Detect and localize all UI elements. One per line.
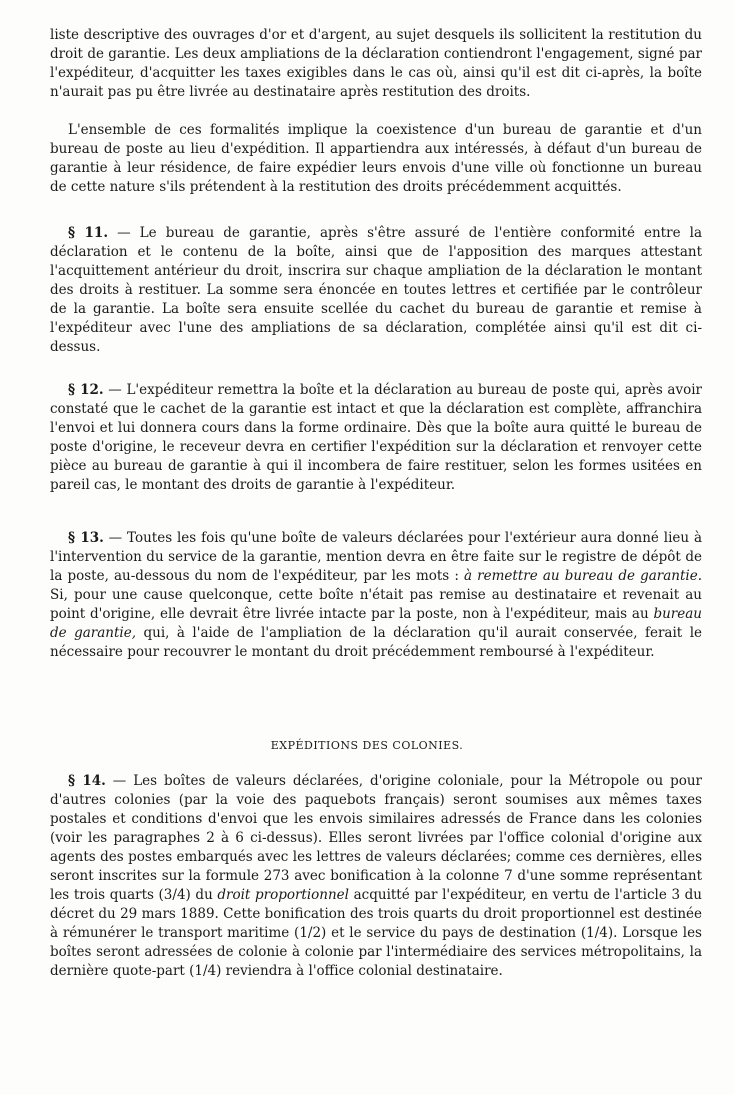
section-body: Si, pour une cause quelconque, cette boîte n'était pas remise au destinataire et revenait au point d'origine, elle devrait être livrée intacte par la poste, non à l'expéditeur, mais au <box>50 587 702 622</box>
section-body: qui, à l'aide de l'ampliation de la déclaration qu'il aurait conservée, ferait le nécessaire pour recouvrer le montant du droit précédemment remboursé à l'expéditeur. <box>50 625 702 660</box>
section-12 <box>50 381 702 495</box>
section-emphasis: droit proportionnel <box>217 887 349 903</box>
section-body: — Les boîtes de valeurs déclarées, d'origine coloniale, pour la Métropole ou pour d'autres colonies (par la voie des paquebots français) seront soumises aux mêmes taxes postales et conditions d'envoi que les envois similaires adressés de France dans les colonies (voir les paragraphes 2 à 6 ci-dessus). Elles seront livrées par l'office colonial d'origine aux agents des postes embarqués avec les lettres de valeurs déclarées; comme ces dernières, elles seront inscrites sur la formule 273 avec bonification à la colonne 7 d'une somme représentant les trois quarts (3/4) du <box>50 773 703 903</box>
paragraph-continuation <box>50 26 702 102</box>
section-number: § 13. <box>68 530 104 546</box>
section-12-text <box>50 381 702 495</box>
section-emphasis: à remettre au bureau de garantie. <box>464 568 702 584</box>
section-14-text <box>50 772 702 981</box>
section-13 <box>50 529 702 662</box>
section-emphasis: bureau de garantie, <box>50 606 702 641</box>
section-body: — Le bureau de garantie, après s'être assuré de l'entière conformité entre la déclaration et le contenu de la boîte, ainsi que de l'apposition des marques attestant l'acquittement antérieur du droit, inscrira sur chaque ampliation de la déclaration le montant des droits à restituer. La somme sera énoncée en toutes lettres et certifiée par le contrôleur de la garantie. La boîte sera ensuite scellée du cachet du bureau de garantie et remise à l'expéditeur avec l'une des ampliations de sa déclaration, complétée ainsi qu'il est dit ci-dessus. <box>50 225 702 355</box>
paragraph-formalities <box>50 121 702 197</box>
section-body: — Toutes les fois qu'une boîte de valeurs déclarées pour l'extérieur aura donné lieu à l'intervention du service de la garantie, mention devra en être faite sur le registre de dépôt de la poste, au-dessous du nom de l'expéditeur, par les mots : <box>50 530 702 584</box>
section-11 <box>50 224 702 357</box>
section-number: § 14. <box>68 773 106 789</box>
section-number: § 12. <box>68 382 104 398</box>
section-number: § 11. <box>68 225 109 241</box>
section-heading: EXPÉDITIONS DES COLONIES. <box>270 739 464 752</box>
paragraph-text: liste descriptive des ouvrages d'or et d'argent, au sujet desquels ils sollicitent la restitution du droit de garantie. Les deux ampliations de la déclaration contiendront l'engagement, signé par l'expéditeur, d'acquitter les taxes exigibles dans le cas où, ainsi qu'il est dit ci-après, la boîte n'aurait pas pu être livrée au destinataire après restitution des droits. <box>50 27 702 100</box>
section-body: acquitté par l'expéditeur, en vertu de l'article 3 du décret du 29 mars 1889. Cette bonification des trois quarts du droit proportionnel est destinée à rémunérer le transport maritime (1/2) et le service du pays de destination (1/4). Lorsque les boîtes seront adressées de colonie à colonie par l'intermédiaire des services métropolitains, la dernière quote-part (1/4) reviendra à l'office colonial destinataire. <box>50 887 703 979</box>
section-14 <box>50 772 702 981</box>
section-11-text <box>50 224 702 357</box>
section-body: — L'expéditeur remettra la boîte et la déclaration au bureau de poste qui, après avoir constaté que le cachet de la garantie est intact et que la déclaration est complète, affranchira l'envoi et lui donnera cours dans la forme ordinaire. Dès que la boîte aura quitté le bureau de poste d'origine, le receveur devra en certifier l'expédition sur la déclaration et renvoyer cette pièce au bureau de garantie à qui il incombera de faire restituer, selon les formes usitées en pareil cas, le montant des droits de garantie à l'expéditeur. <box>50 382 702 493</box>
paragraph-text: L'ensemble de ces formalités implique la coexistence d'un bureau de garantie et d'un bureau de poste au lieu d'expédition. Il appartiendra aux intéressés, à défaut d'un bureau de garantie à leur résidence, de faire expédier leurs envois d'une ville où fonctionne un bureau de cette nature s'ils prétendent à la restitution des droits précédemment acquittés. <box>50 122 702 195</box>
section-13-text <box>50 529 702 662</box>
